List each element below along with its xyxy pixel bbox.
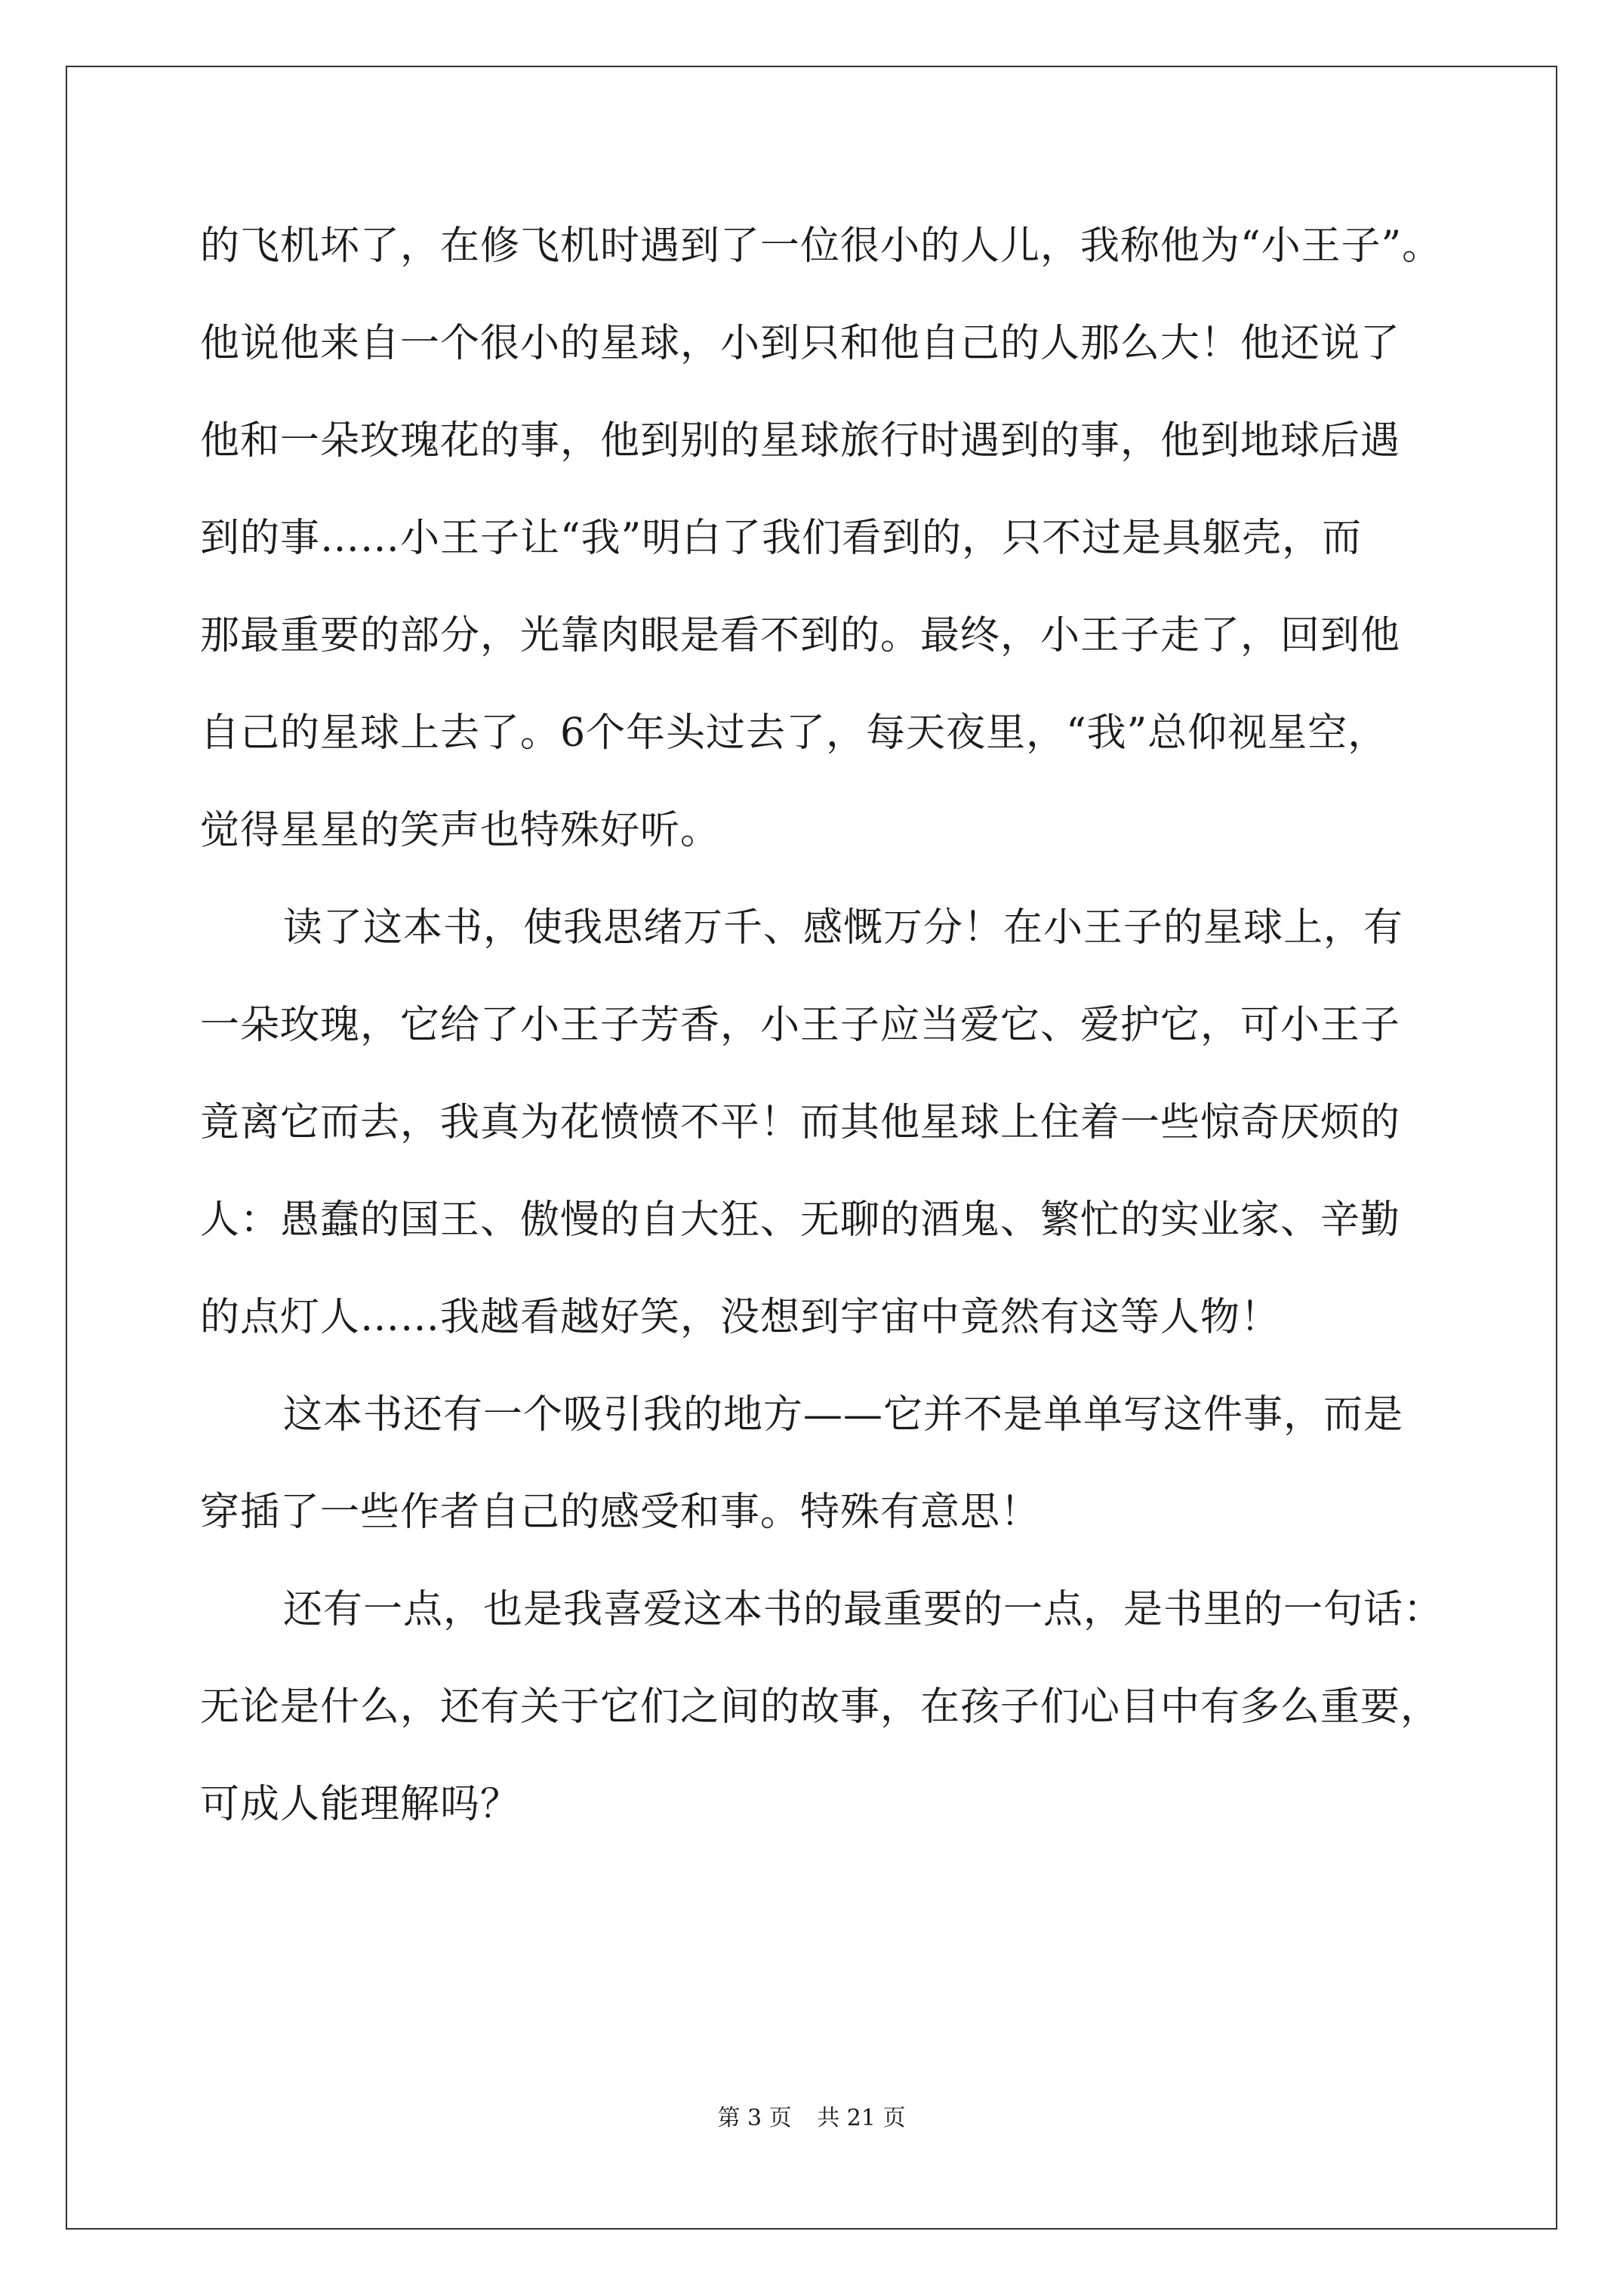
text-line: 一朵玫瑰，它给了小王子芳香，小王子应当爱它、爱护它，可小王子 <box>200 1003 1401 1048</box>
text-line: 的飞机坏了，在修飞机时遇到了一位很小的人儿，我称他为“小王子”。 <box>200 223 1443 269</box>
page-number: 第 3 页 <box>717 2105 792 2131</box>
page-footer <box>0 2099 1623 2132</box>
text-line: 竟离它而去，我真为花愤愤不平！而其他星球上住着一些惊奇厌烦的 <box>200 1100 1401 1145</box>
text-line: 觉得星星的笑声也特殊好听。 <box>200 808 721 853</box>
text-line: 无论是什么，还有关于它们之间的故事，在孩子们心目中有多么重要， <box>200 1684 1441 1730</box>
text-line: 可成人能理解吗？ <box>200 1782 521 1827</box>
text-line: 他和一朵玫瑰花的事，他到别的星球旅行时遇到的事，他到地球后遇 <box>200 418 1401 464</box>
paragraph-first-line: 读了这本书，使我思绪万千、感慨万分！在小王子的星球上，有 <box>283 905 1404 951</box>
text-line: 他说他来自一个很小的星球，小到只和他自己的人那么大！他还说了 <box>200 321 1401 366</box>
text-line: 穿插了一些作者自己的感受和事。特殊有意思！ <box>200 1490 1041 1535</box>
text-line: 人：愚蠢的国王、傲慢的自大狂、无聊的酒鬼、繁忙的实业家、辛勤 <box>200 1197 1401 1243</box>
text-line: 自己的星球上去了。6个年头过去了，每天夜里，“我”总仰视星空， <box>200 710 1388 756</box>
paragraph-first-line: 这本书还有一个吸引我的地方——它并不是单单写这件事，而是 <box>283 1392 1404 1438</box>
text-line: 的点灯人……我越看越好笑，没想到宇宙中竟然有这等人物！ <box>200 1295 1281 1340</box>
text-line: 那最重要的部分，光靠肉眼是看不到的。最终，小王子走了，回到他 <box>200 613 1401 658</box>
paragraph-first-line: 还有一点，也是我喜爱这本书的最重要的一点，是书里的一句话： <box>283 1587 1444 1632</box>
text-line: 到的事……小王子让“我”明白了我们看到的，只不过是具躯壳，而 <box>200 516 1363 561</box>
page-border <box>66 66 1557 2230</box>
page-total: 共 21 页 <box>817 2105 906 2131</box>
